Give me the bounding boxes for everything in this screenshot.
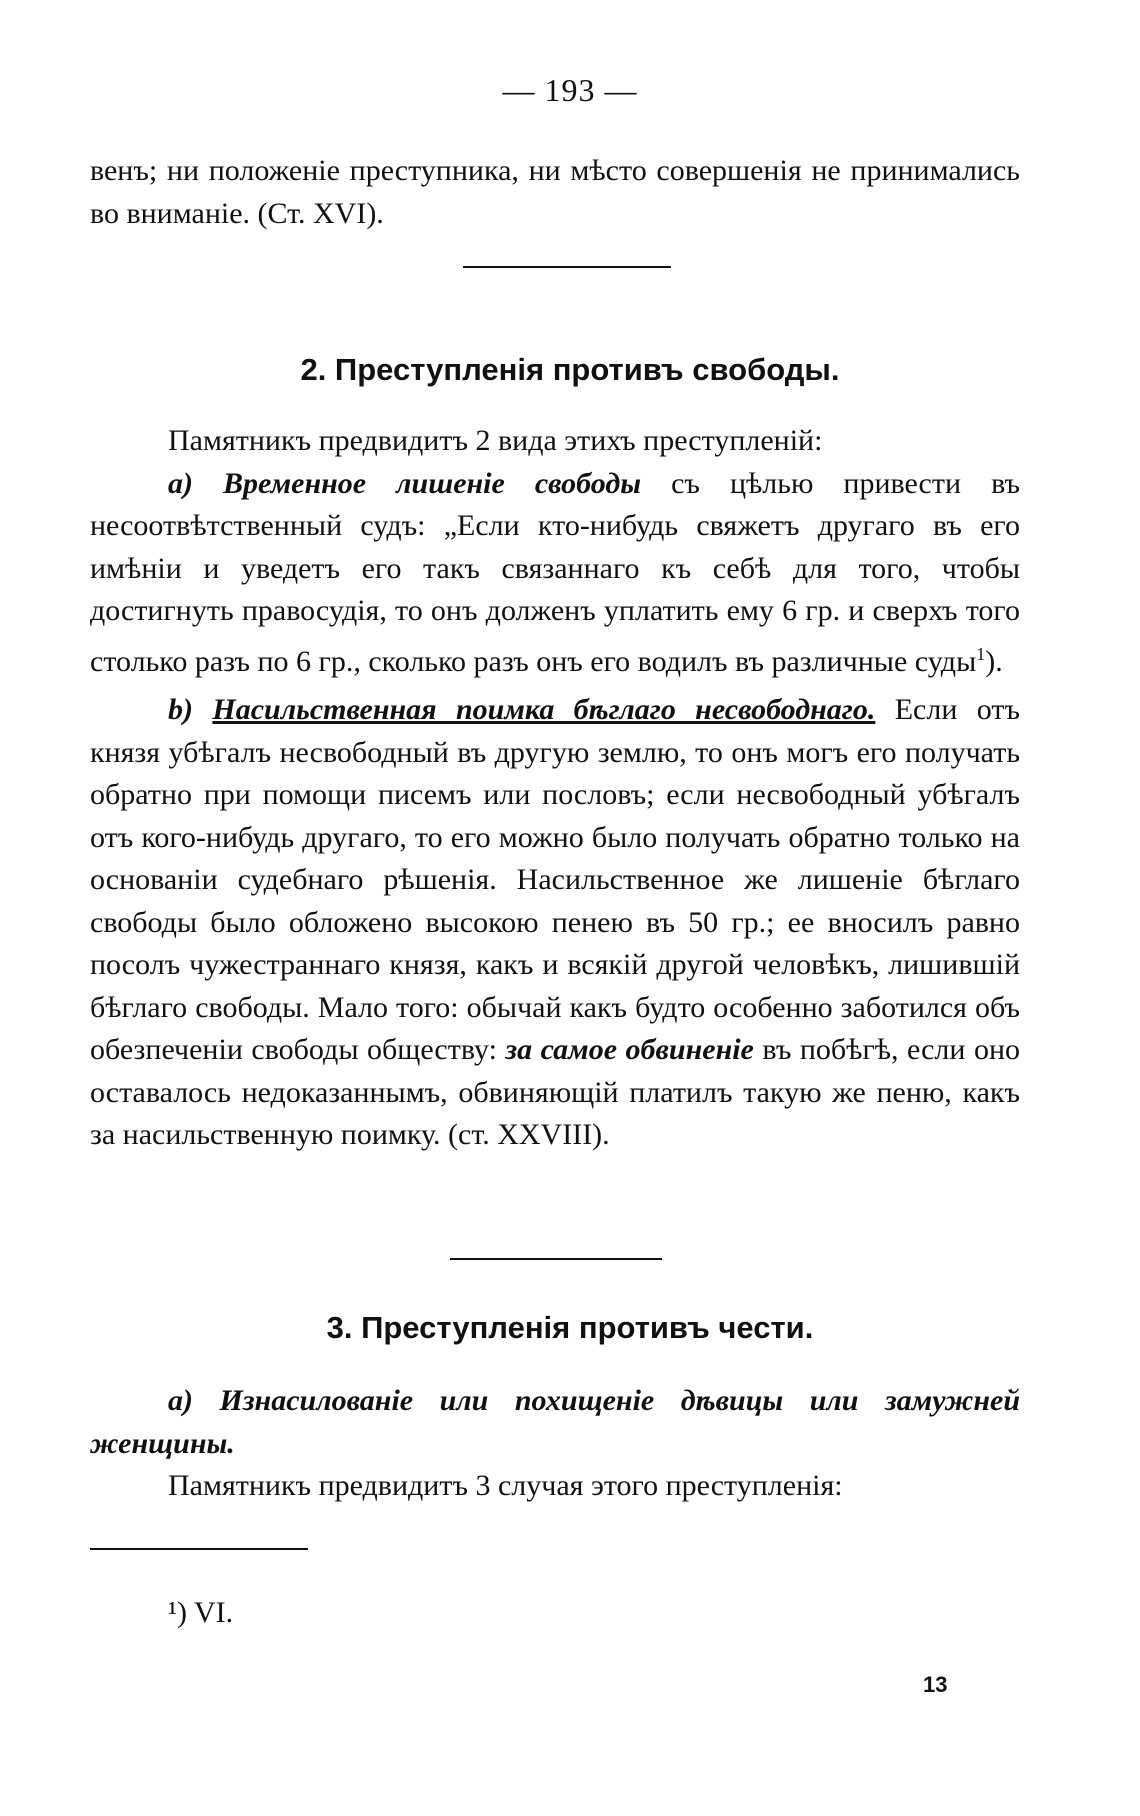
- continuation-text: венъ; ни положеніе преступника, ни мѣсто совершенія не принимались во вниманіе. (Ст. XVI).: [90, 154, 1020, 230]
- section2-heading: 2. Преступленія противъ свободы.: [300, 352, 840, 387]
- item-b-marker: b): [168, 693, 193, 726]
- footnote: ¹) VI.: [168, 1596, 234, 1629]
- footnote-mark: 1: [976, 643, 986, 664]
- section2-item-a: [90, 463, 1020, 684]
- page-number: — 193 —: [502, 72, 638, 108]
- footnote-rule: [90, 1548, 308, 1550]
- signature-mark: 13: [923, 1672, 948, 1697]
- section2-item-b: [90, 689, 1020, 1157]
- s3-item-a-marker: a): [168, 1384, 193, 1417]
- item-a-marker: a): [168, 466, 193, 500]
- item-b-italic: за самое обвиненіе: [505, 1033, 754, 1066]
- item-a-text: съ цѣлью привести въ несоотвѣтственный судъ: „Если кто-нибудь свяжетъ другаго въ его имѣніи и уведетъ его такъ связаннаго къ себѣ для того, чтобы достигнуть правосудія, то онъ долженъ уплатить ему 6 гр. и сверхъ того столько разъ по 6 гр., сколько разъ онъ его водилъ въ различные суды: [90, 466, 1020, 678]
- continuation-paragraph: [90, 150, 1020, 235]
- section2-intro: Памятникъ предвидитъ 2 вида этихъ преступленій:: [168, 424, 823, 457]
- item-b-text2: въ побѣгѣ, если оно оставалось недоказаннымъ, обвиняющій платилъ такую же пеню, какъ за насильственную поимку. (ст. XXVIII).: [90, 1033, 1021, 1151]
- section3-item-a: [90, 1380, 1020, 1465]
- item-b-title: Насильственная поимка бѣглаго несвободнаго.: [212, 693, 876, 726]
- section3-intro: Памятникъ предвидитъ 3 случая этого преступленія:: [168, 1469, 843, 1502]
- section2-body: [90, 420, 1020, 1157]
- item-a-end: ).: [985, 644, 1003, 678]
- section-divider-2: [450, 1258, 662, 1260]
- section3-heading: 3. Преступленія противъ чести.: [326, 1310, 814, 1345]
- s3-item-a-title: Изнасилованіе или похищеніе дѣвицы или замужней женщины.: [90, 1384, 1021, 1460]
- item-b-text1: Если отъ князя убѣгалъ несвободный въ другую землю, то онъ могъ его получать обратно при помощи писемъ или пословъ; если несвободный убѣгалъ отъ кого-нибудь другаго, то его можно было получать обратно только на основаніи судебнаго рѣшенія. Насильственное же лишеніе бѣглаго свободы было обложено высокою пенею въ 50 гр.; ее вносилъ равно посолъ чужестраннаго князя, какъ и всякій другой человѣкъ, лишившій бѣглаго свободы. Мало того: обычай какъ будто особенно заботился объ обезпеченіи свободы обществу:: [90, 693, 1020, 1066]
- section-divider: [463, 266, 671, 268]
- section3-body: [90, 1380, 1020, 1508]
- item-a-title: Временное лишеніе свободы: [223, 466, 642, 500]
